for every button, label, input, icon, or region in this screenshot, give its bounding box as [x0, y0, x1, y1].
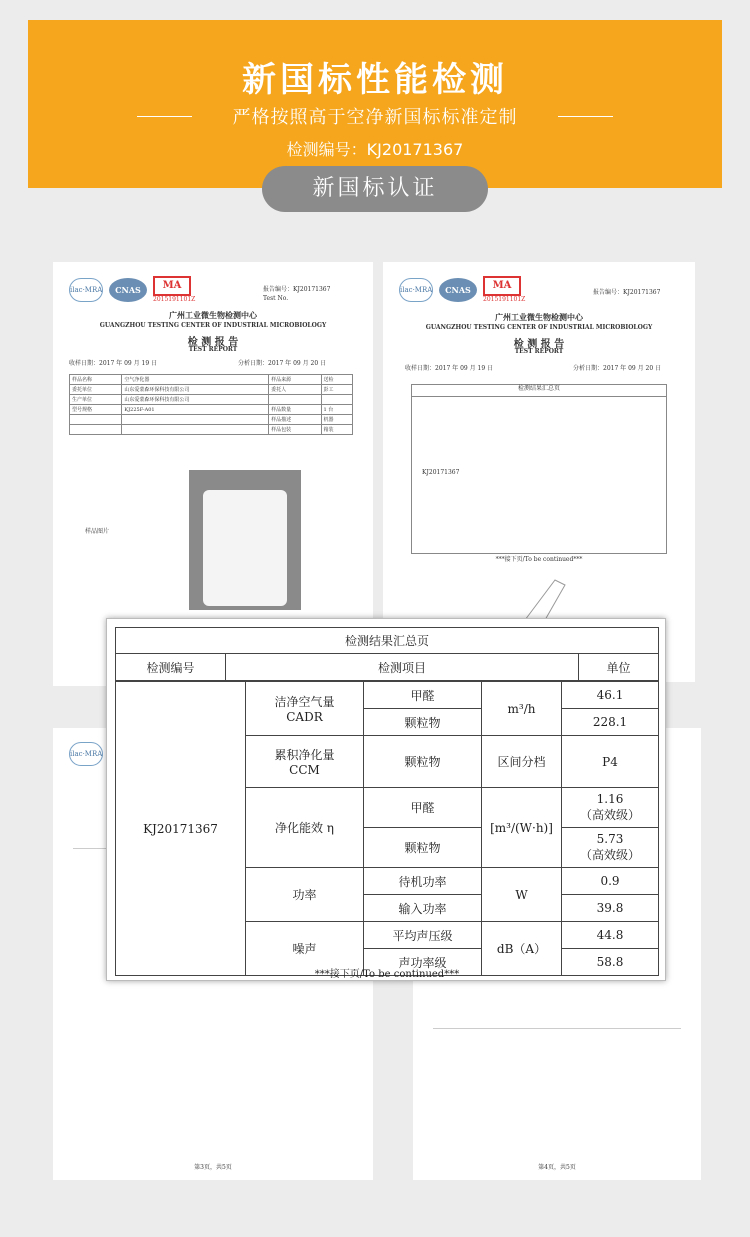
cell: 生产单位 [70, 395, 122, 405]
cell: 1 台 [321, 405, 352, 415]
cell [70, 415, 122, 425]
sample-photo [189, 470, 301, 610]
efficiency-pm: 颗粒物 [364, 828, 482, 868]
power-unit: W [482, 868, 562, 922]
cell: 彭工 [321, 385, 352, 395]
ccm-label-en: CCM [289, 763, 320, 777]
cell: 山东爱蒙森环保科技有限公司 [122, 395, 269, 405]
summary-body [115, 681, 659, 976]
report-title-en: TEST REPORT [188, 346, 238, 353]
org-name-en: GUANGZHOU TESTING CENTER OF INDUSTRIAL MICROBIOLOGY [99, 322, 327, 329]
cma-logo: MA [153, 276, 191, 296]
report-title-cn: 检 测 报 告 [513, 339, 565, 350]
analyzed-date: 分析日期：2017 年 09 月 20 日 [238, 360, 327, 367]
result-text-block [433, 1028, 681, 1128]
standby-power: 待机功率 [364, 868, 482, 895]
certification-logos [69, 742, 103, 766]
header-id: 检测编号 [116, 654, 226, 681]
cadr-label-cn: 洁净空气量 [274, 695, 335, 709]
summary-caption: 检测结果汇总页 [116, 628, 659, 654]
header-item: 检测项目 [226, 654, 579, 681]
sample-id: KJ20171367 [116, 682, 246, 976]
sound-power: 声功率级 [364, 949, 482, 976]
report-title-en: TEST REPORT [514, 348, 564, 355]
air-purifier-image [203, 490, 287, 606]
cadr-unit: m³/h [482, 682, 562, 736]
standby-power-value: 0.9 [562, 868, 659, 895]
noise-label: 噪声 [246, 922, 364, 976]
sound-pressure: 平均声压级 [364, 922, 482, 949]
cadr-hcho: 甲醛 [364, 682, 482, 709]
header-unit: 单位 [579, 654, 659, 681]
page-title: 新国标性能检测 [242, 60, 508, 100]
page-number: 第4页，共5页 [538, 1164, 576, 1171]
cma-number: 2015191101Z [483, 296, 526, 303]
cell [269, 395, 321, 405]
page-subtitle: 严格按照高于空净新国标标准定制 [232, 107, 518, 128]
cadr-label [246, 682, 364, 736]
cell [122, 415, 269, 425]
cell [70, 425, 122, 435]
efficiency-hcho: 甲醛 [364, 788, 482, 828]
efficiency-pm-grade: （高效级） [579, 848, 640, 862]
efficiency-hcho-number: 1.16 [596, 792, 624, 806]
efficiency-pm-number: 5.73 [596, 832, 624, 846]
certification-logos [399, 276, 525, 304]
cell: 样品数量 [269, 405, 321, 415]
certification-badge: 新国标认证 [262, 166, 488, 212]
cell: 送检 [321, 375, 352, 385]
efficiency-hcho-value [562, 788, 659, 828]
subtitle-right-line [558, 116, 613, 117]
ccm-value: P4 [562, 736, 659, 788]
mini-summary-caption: 检测结果汇总页 [412, 385, 666, 397]
cell [321, 395, 352, 405]
org-name-cn: 广州工业微生物检测中心 [495, 312, 583, 322]
cell [122, 425, 269, 435]
cell: KJ225F-A01 [122, 405, 269, 415]
cadr-hcho-value: 46.1 [562, 682, 659, 709]
cell: 山东爱蒙森环保科技有限公司 [122, 385, 269, 395]
efficiency-label: 净化能效 η [246, 788, 364, 868]
cma-number: 2015191101Z [153, 296, 196, 303]
org-name-cn: 广州工业微生物检测中心 [169, 310, 257, 320]
page-number: 第3页，共5页 [194, 1164, 232, 1171]
ccm-label-cn: 累积净化量 [274, 748, 335, 762]
input-power-value: 39.8 [562, 895, 659, 922]
ccm-label [246, 736, 364, 788]
ilac-mra-logo: ilac·MRA [69, 742, 103, 766]
efficiency-pm-value [562, 828, 659, 868]
report-title-cn: 检 测 报 告 [187, 337, 239, 348]
report-number-en: Test No. [263, 295, 289, 302]
ccm-unit: 区间分档 [482, 736, 562, 788]
cell: 样品描述 [269, 415, 321, 425]
cnas-logo: CNAS [439, 278, 477, 302]
ilac-mra-logo: ilac·MRA [69, 278, 103, 302]
cell: 空气净化器 [122, 375, 269, 385]
mini-summary-table [411, 384, 667, 554]
org-name-en: GUANGZHOU TESTING CENTER OF INDUSTRIAL MICROBIOLOGY [425, 324, 653, 331]
mini-summary-id: KJ20171367 [422, 469, 460, 476]
continued-note: ***接下页/To be continued*** [495, 556, 583, 563]
analyzed-date: 分析日期：2017 年 09 月 20 日 [573, 365, 662, 372]
received-date: 收样日期：2017 年 09 月 19 日 [405, 365, 494, 372]
sound-pressure-value: 44.8 [562, 922, 659, 949]
cadr-pm: 颗粒物 [364, 709, 482, 736]
report-number: 报告编号：KJ20171367 [263, 286, 331, 293]
received-date: 收样日期：2017 年 09 月 19 日 [69, 360, 158, 367]
noise-unit: dB（A） [482, 922, 562, 976]
efficiency-unit: [m³/(W·h)] [482, 788, 562, 868]
cell: 箱装 [321, 425, 352, 435]
report-code: 检测编号：KJ20171367 [286, 140, 464, 159]
cell: 样品来源 [269, 375, 321, 385]
cell: 机器 [321, 415, 352, 425]
certification-logos [69, 276, 195, 304]
cnas-logo: CNAS [109, 278, 147, 302]
sample-picture-label: 样品图片 [85, 528, 110, 535]
report-number: 报告编号：KJ20171367 [593, 289, 661, 296]
input-power: 输入功率 [364, 895, 482, 922]
sample-info-table [69, 374, 353, 435]
magnified-summary-table [106, 618, 666, 981]
cell: 样品名称 [70, 375, 122, 385]
ilac-mra-logo: ilac·MRA [399, 278, 433, 302]
cell: 委托人 [269, 385, 321, 395]
power-label: 功率 [246, 868, 364, 922]
summary-table [115, 627, 659, 681]
summary-footer: ***接下页/To be continued*** [314, 969, 460, 980]
cadr-pm-value: 228.1 [562, 709, 659, 736]
cadr-label-en: CADR [286, 710, 323, 724]
cma-logo: MA [483, 276, 521, 296]
cell: 样品包装 [269, 425, 321, 435]
cell: 委托单位 [70, 385, 122, 395]
cell: 型号规格 [70, 405, 122, 415]
sound-power-value: 58.8 [562, 949, 659, 976]
efficiency-hcho-grade: （高效级） [579, 808, 640, 822]
ccm-item: 颗粒物 [364, 736, 482, 788]
